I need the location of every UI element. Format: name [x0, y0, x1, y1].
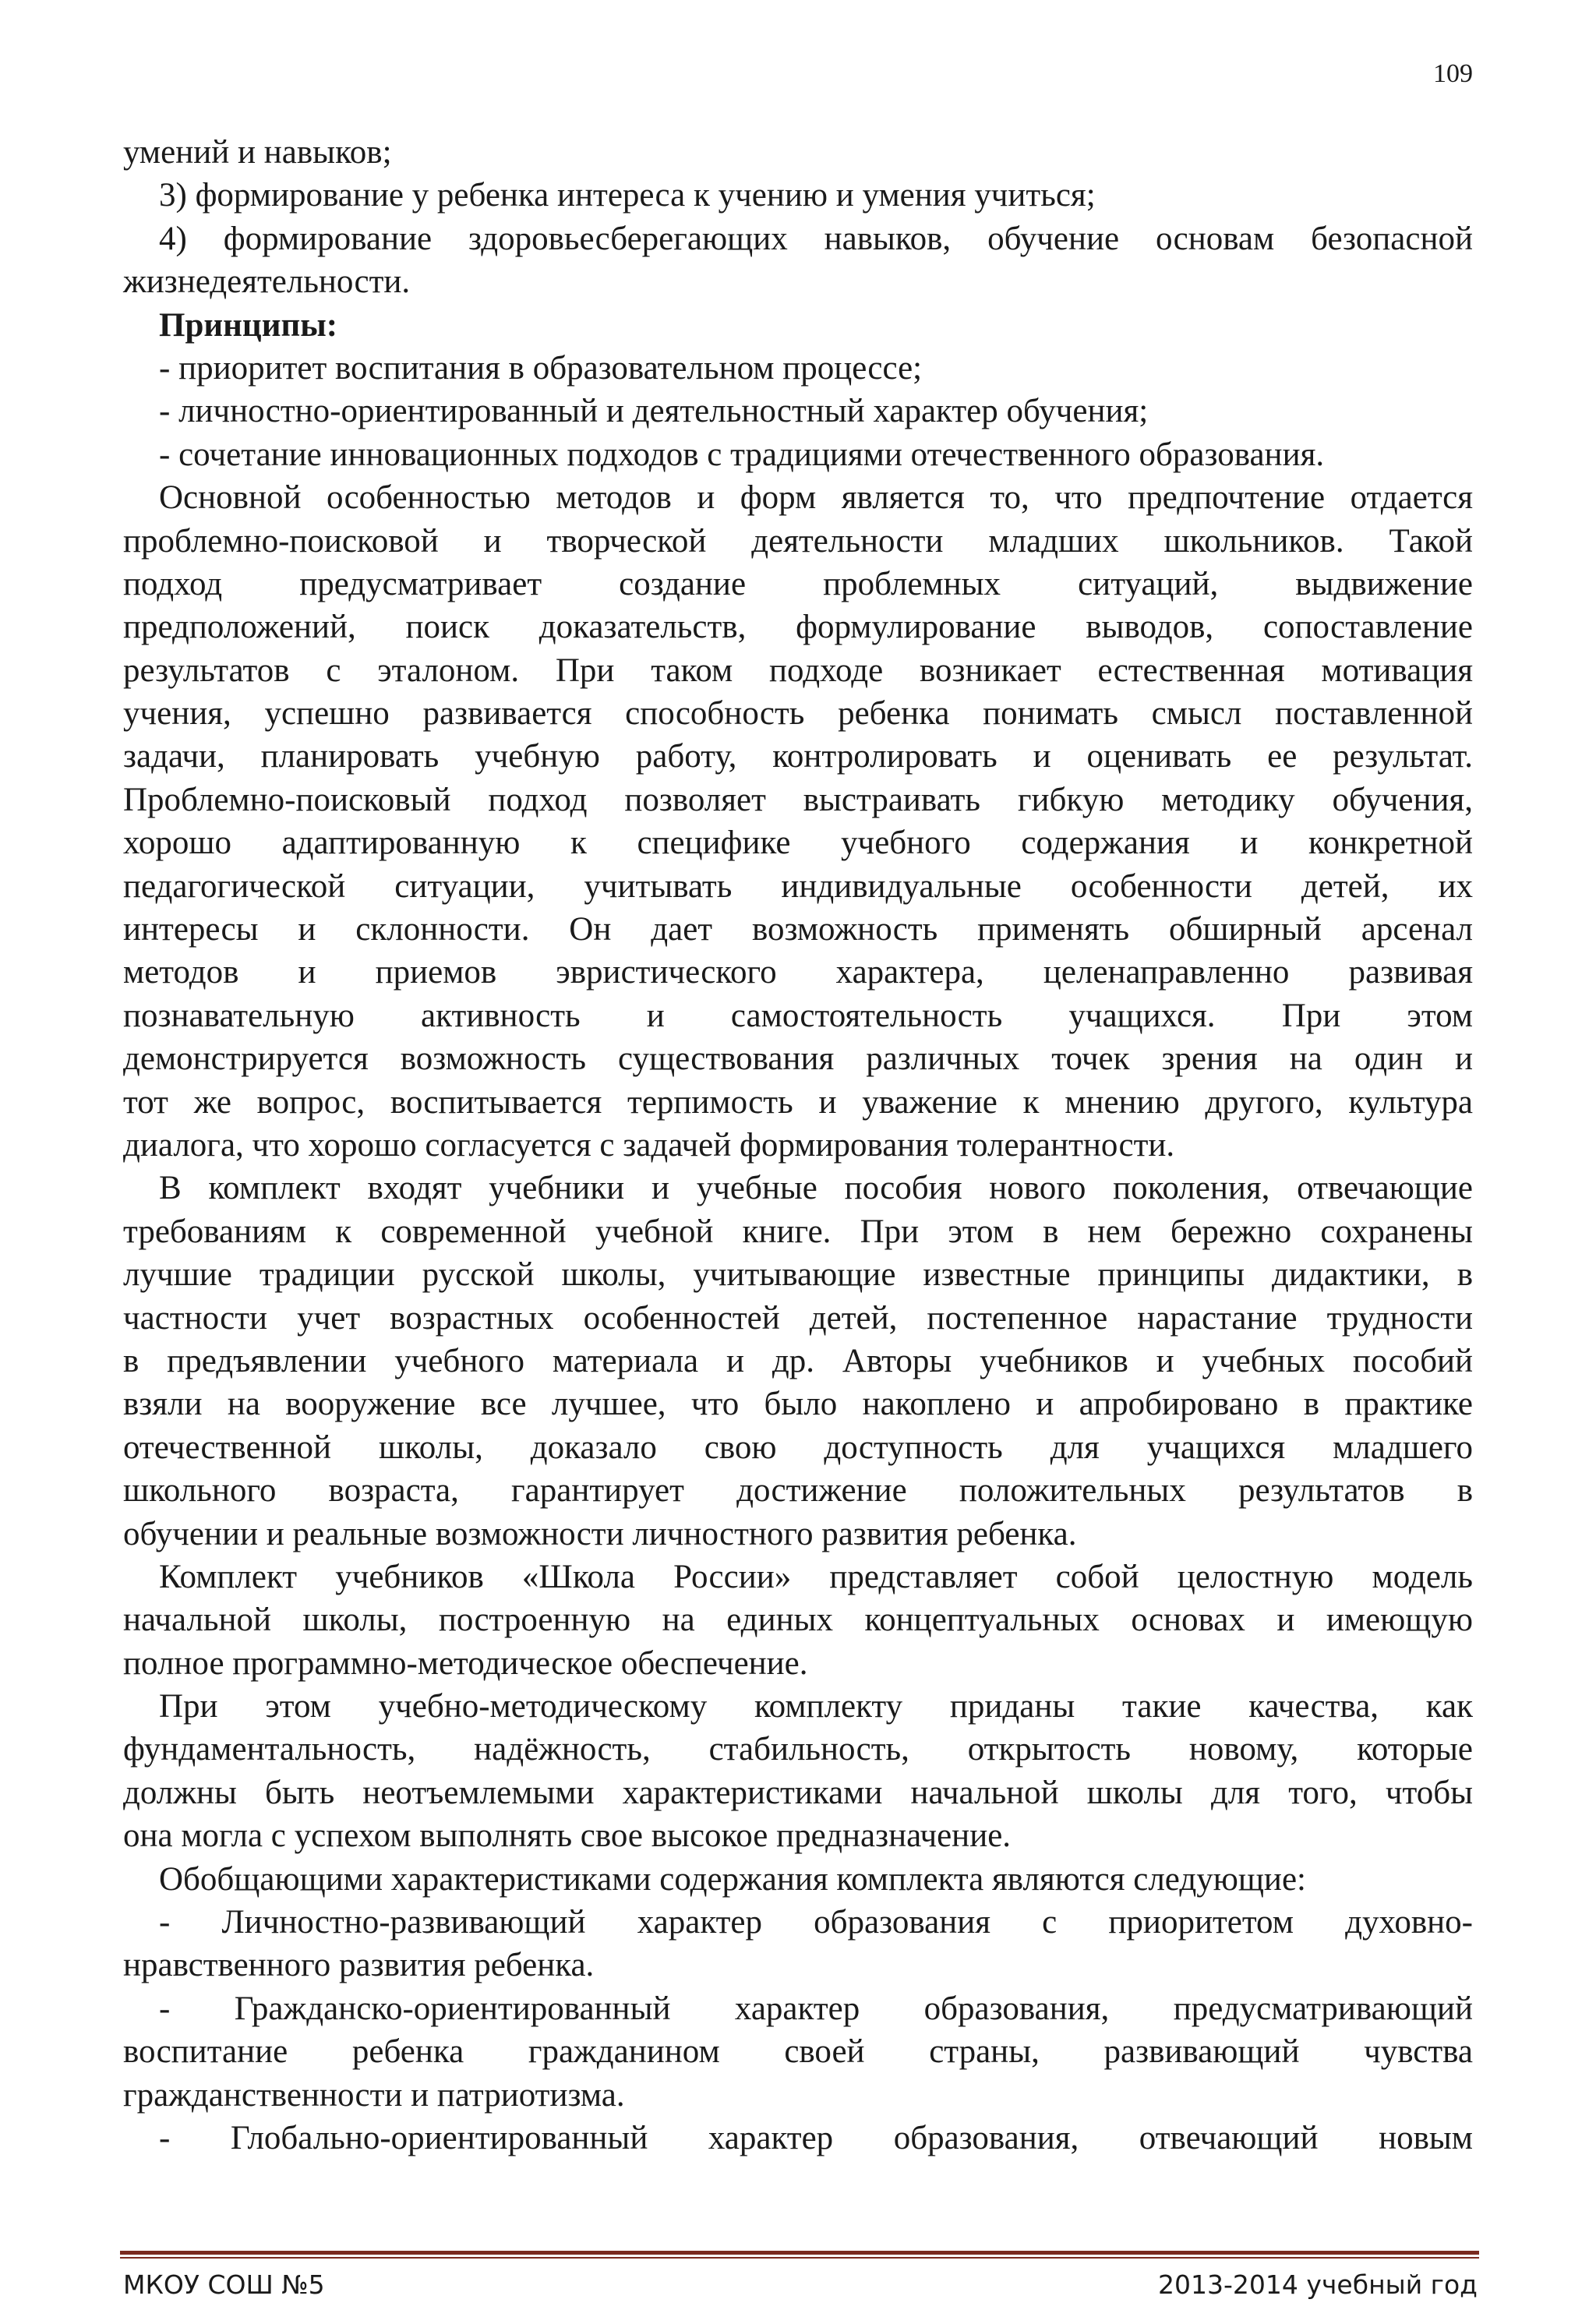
text-line: учения, успешно развивается способность ребенка понимать смысл поставленной — [123, 695, 1473, 733]
text-line: частности учет возрастных особенностей детей, постепенное нарастание трудности — [123, 1299, 1473, 1337]
text-line: фундаментальность, надёжность, стабильность, открытость новому, которые — [123, 1731, 1473, 1768]
text-line: результатов с эталоном. При таком подходе возникает естественная мотивация — [123, 652, 1473, 689]
text-line: умений и навыков; — [123, 134, 392, 171]
text-line: подход предусматривает создание проблемных ситуаций, выдвижение — [123, 565, 1473, 602]
footer-academic-year: 2013-2014 учебный год — [1158, 2269, 1478, 2300]
text-line: требованиям к современной учебной книге. При этом в нем бережно сохранены — [123, 1213, 1473, 1250]
text-line: она могла с успехом выполнять свое высокое предназначение. — [123, 1817, 1012, 1855]
text-line: В комплект входят учебники и учебные пособия нового поколения, отвечающие — [159, 1170, 1473, 1207]
text-line: задачи, планировать учебную работу, контролировать и оценивать ее результат. — [123, 738, 1473, 775]
list-item: - Личностно-развивающий характер образования с приоритетом духовно- — [159, 1904, 1473, 1941]
text-line: отечественной школы, доказало свою доступность для учащихся младшего — [123, 1429, 1473, 1466]
text-line: в предъявлении учебного материала и др. Авторы учебников и учебных пособий — [123, 1342, 1473, 1379]
footer-divider-thin — [120, 2257, 1479, 2259]
document-body — [123, 131, 1473, 2160]
list-item: - приоритет воспитания в образовательном процессе; — [159, 349, 923, 387]
text-line: должны быть неотъемлемыми характеристиками начальной школы для того, чтобы — [123, 1774, 1473, 1811]
footer-divider — [120, 2251, 1479, 2255]
text-line: гражданственности и патриотизма. — [123, 2076, 625, 2114]
text-line: школьного возраста, гарантирует достижение положительных результатов в — [123, 1472, 1473, 1510]
text-line: диалога, что хорошо согласуется с задачей формирования толерантности. — [123, 1126, 1175, 1164]
text-line: нравственного развития ребенка. — [123, 1947, 595, 1984]
text-line: начальной школы, построенную на единых концептуальных основах и имеющую — [123, 1602, 1473, 1639]
text-line: При этом учебно-методическому комплекту приданы такие качества, как — [159, 1688, 1473, 1725]
text-line: лучшие традиции русской школы, учитывающие известные принципы дидактики, в — [123, 1256, 1473, 1294]
section-heading: Принципы: — [159, 306, 338, 344]
list-item: - Гражданско-ориентированный характер образования, предусматривающий — [159, 1990, 1473, 2027]
page-number: 109 — [1433, 59, 1473, 88]
text-line: 3) формирование у ребенка интереса к учению и умения учиться; — [159, 177, 1096, 214]
text-line: педагогической ситуации, учитывать индивидуальные особенности детей, их — [123, 867, 1473, 905]
text-line: Комплект учебников «Школа России» представляет собой целостную модель — [159, 1558, 1473, 1595]
text-line: Обобщающими характеристиками содержания комплекта являются следующие: — [159, 1860, 1306, 1898]
text-line: демонстрируется возможность существования различных точек зрения на один и — [123, 1040, 1473, 1078]
list-item: - Глобально-ориентированный характер образования, отвечающий новым — [159, 2119, 1473, 2156]
text-line: познавательную активность и самостоятельность учащихся. При этом — [123, 997, 1473, 1034]
list-item: - сочетание инновационных подходов с традициями отечественного образования. — [159, 436, 1325, 473]
text-line: 4) формирование здоровьесберегающих навыков, обучение основам безопасной — [159, 220, 1473, 257]
text-line: хорошо адаптированную к специфике учебного содержания и конкретной — [123, 825, 1473, 862]
text-line: полное программно-методическое обеспечение. — [123, 1644, 808, 1682]
text-line: жизнедеятельности. — [123, 263, 411, 301]
text-line: взяли на вооружение все лучшее, что было накоплено и апробировано в практике — [123, 1386, 1473, 1423]
text-line: интересы и склонности. Он дает возможность применять обширный арсенал — [123, 911, 1473, 948]
footer-school-name: МКОУ СОШ №5 — [123, 2269, 325, 2300]
text-line: Основной особенностью методов и форм является то, что предпочтение отдается — [159, 479, 1473, 517]
text-line: проблемно-поисковой и творческой деятельности младших школьников. Такой — [123, 522, 1473, 560]
text-line: воспитание ребенка гражданином своей страны, развивающий чувства — [123, 2033, 1473, 2071]
text-line: обучении и реальные возможности личностного развития ребенка. — [123, 1515, 1077, 1552]
text-line: методов и приемов эвристического характера, целенаправленно развивая — [123, 954, 1473, 991]
text-line: тот же вопрос, воспитывается терпимость и уважение к мнению другого, культура — [123, 1083, 1473, 1121]
text-line: Проблемно-поисковый подход позволяет выстраивать гибкую методику обучения, — [123, 781, 1473, 818]
list-item: - личностно-ориентированный и деятельностный характер обучения; — [159, 393, 1149, 430]
text-line: предположений, поиск доказательств, формулирование выводов, сопоставление — [123, 609, 1473, 646]
